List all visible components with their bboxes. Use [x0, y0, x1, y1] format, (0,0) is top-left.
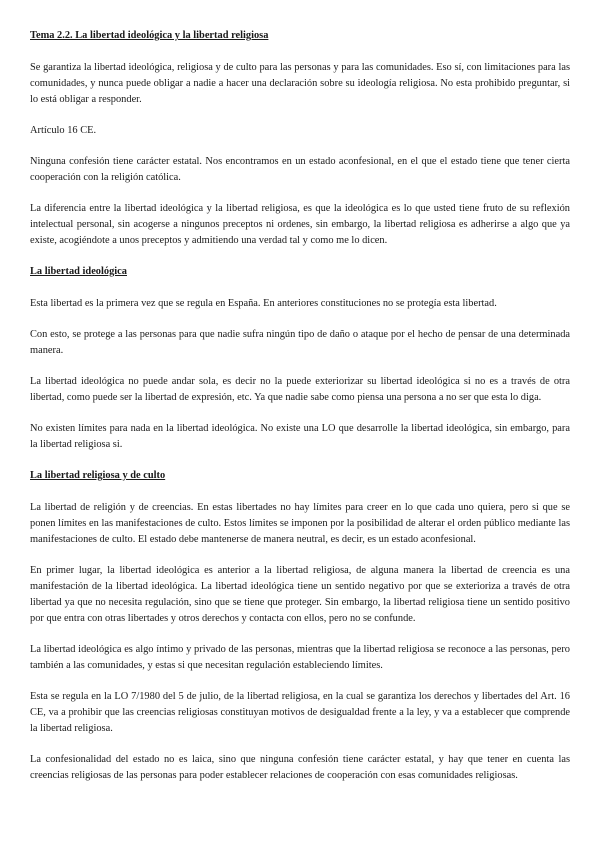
paragraph: No existen límites para nada en la libertad ideológica. No existe una LO que desarrolle la libertad ideológica, sin embargo, para la libertad religiosa si.: [30, 423, 570, 450]
paragraph: Esta se regula en la LO 7/1980 del 5 de julio, de la libertad religiosa, en la cual se garantiza los derechos y libertades del Art. 16 CE, va a prohibir que las creencias religiosas constituyan motivos de desigualdad frente a la ley, y va a establecer que comprende la libertad religiosa.: [30, 691, 570, 734]
paragraph: La diferencia entre la libertad ideológica y la libertad religiosa, es que la ideológica es lo que usted tiene fruto de su reflexión intelectual personal, sin acogerse a ningunos preceptos ni ordenes, sin embargo, la libertad religiosa es adherirse a algo que ya existe, acogiéndote a unos preceptos y admitiendo una verdad tal y como me lo dicen.: [30, 203, 570, 246]
paragraph: La libertad ideológica no puede andar sola, es decir no la puede exteriorizar su libertad ideológica si no es a través de otra libertad, como puede ser la libertad de expresión, etc. Ya que nadie sabe como piensa una persona a no ser que esta lo diga.: [30, 376, 570, 403]
section-heading-religious: La libertad religiosa y de culto: [30, 470, 166, 481]
paragraph: Se garantiza la libertad ideológica, religiosa y de culto para las personas y para las comunidades. Eso sí, con limitaciones para las comunidades, y nunca puede obligar a nadie a hacer una declaración sobre su ideología religiosa. No esta prohibido preguntar, si lo está obligar a responder.: [30, 62, 570, 105]
page-title: Tema 2.2. La libertad ideológica y la libertad religiosa: [30, 30, 269, 41]
paragraph: Ninguna confesión tiene carácter estatal. Nos encontramos en un estado aconfesional, en el que el estado tiene que tener cierta cooperación con la religión católica.: [30, 156, 570, 183]
paragraph: Artículo 16 CE.: [30, 125, 97, 136]
paragraph: En primer lugar, la libertad ideológica es anterior a la libertad religiosa, de alguna manera la libertad de creencia es una manifestación de la libertad ideológica. La libertad ideológica tiene un sentido negativo por que se exterioriza a través de otra libertad ya que no necesita regulación, sino que se tiene que proteger. Sin embargo, la libertad religiosa tiene un sentido positivo por que entra con otras libertades y otros derechos y contacta con ellos, pero no se confunde.: [30, 565, 570, 624]
paragraph: Esta libertad es la primera vez que se regula en España. En anteriores constituciones no se protegía esta libertad.: [30, 298, 497, 309]
section-heading-ideological: La libertad ideológica: [30, 266, 127, 277]
paragraph: Con esto, se protege a las personas para que nadie sufra ningún tipo de daño o ataque por el hecho de pensar de una determinada manera.: [30, 329, 570, 356]
paragraph: La confesionalidad del estado no es laica, sino que ninguna confesión tiene carácter estatal, y hay que tener en cuenta las creencias religiosas de las personas para poder establecer relaciones de cooperación con esas comunidades religiosas.: [30, 754, 570, 781]
paragraph: La libertad de religión y de creencias. En estas libertades no hay límites para creer en lo que cada uno quiera, pero si que se ponen límites en las manifestaciones de culto. Estos límites se imponen por la posibilidad de alterar el orden público mediante las manifestaciones de culto. El estado debe mantenerse de manera neutral, es decir, es un estado aconfesional.: [30, 502, 570, 545]
paragraph: La libertad ideológica es algo íntimo y privado de las personas, mientras que la libertad religiosa se reconoce a las personas, pero también a las comunidades, y estas si que necesitan regulación estableciendo límites.: [30, 644, 570, 671]
